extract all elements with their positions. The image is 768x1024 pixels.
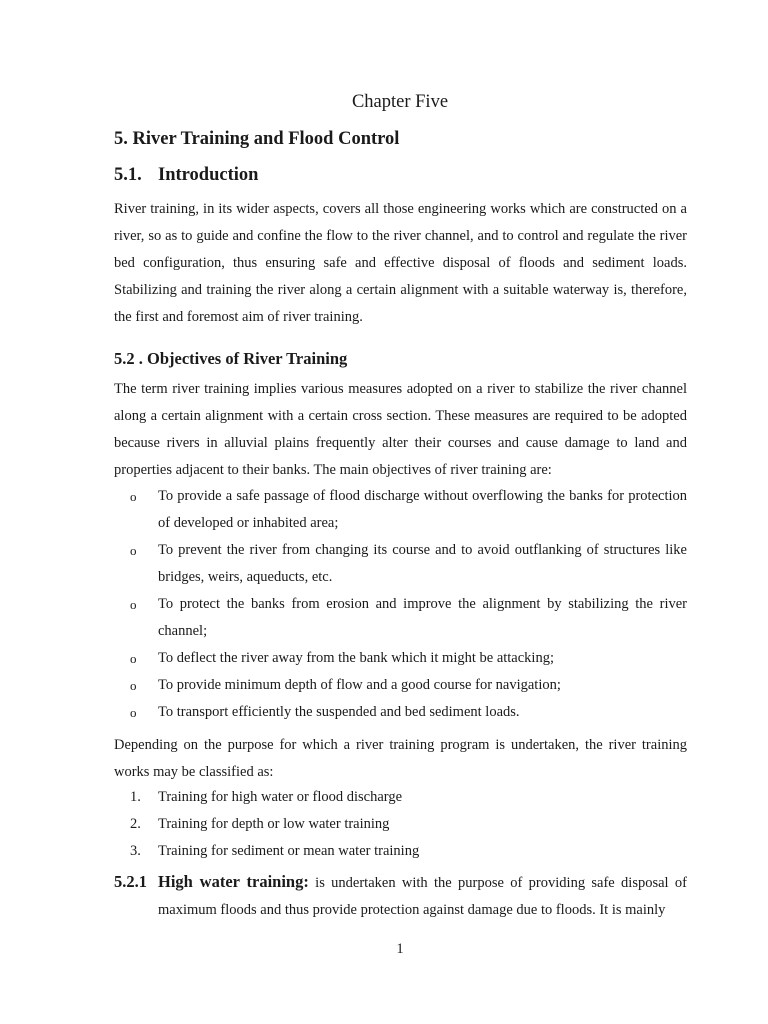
section-heading-introduction <box>114 165 258 186</box>
list-item-text: To deflect the river away from the bank which it might be attacking; <box>158 650 554 666</box>
list-item <box>114 645 687 672</box>
list-item-text: To provide minimum depth of flow and a good course for navigation; <box>158 677 561 693</box>
bullet-marker: o <box>130 489 137 504</box>
chapter-title: Chapter Five <box>351 92 449 112</box>
list-item-text: Training for high water or flood discharge <box>158 789 403 805</box>
list-number: 2. <box>130 816 141 832</box>
bullet-marker: o <box>130 651 137 666</box>
section-title: Introduction <box>158 165 259 185</box>
list-item <box>114 811 687 838</box>
list-item-text: To transport efficiently the suspended and bed sediment loads. <box>158 704 520 720</box>
bullet-marker: o <box>130 705 137 720</box>
bullet-marker: o <box>130 597 137 612</box>
subsection-text: is undertaken with the purpose of providing safe disposal of maximum floods and thus provide protection against damage due to floods. It is mainly <box>158 875 687 918</box>
list-item <box>114 591 687 645</box>
bullet-marker: o <box>130 678 137 693</box>
list-number: 1. <box>130 789 141 805</box>
subsection-body <box>114 868 687 924</box>
subsection-number: 5.2.1 <box>114 872 147 891</box>
list-item <box>114 483 687 537</box>
subsection-high-water-training <box>114 868 687 924</box>
objectives-paragraph: The term river training implies various measures adopted on a river to stabilize the river channel along a certain alignment with a certain cross section. These measures are required to be adopted because rivers in alluvial plains frequently alter their courses and cause damage to land and properties adjacent to their banks. The main objectives of river training are: <box>114 381 687 478</box>
section-heading-objectives: 5.2 . Objectives of River Training <box>114 349 348 368</box>
list-item-text: To protect the banks from erosion and improve the alignment by stabilizing the river channel; <box>158 596 687 639</box>
subsection-term: High water training: <box>158 872 309 891</box>
intro-paragraph: River training, in its wider aspects, covers all those engineering works which are constructed on a river, so as to guide and confine the flow to the river channel, and to control and regulate the river bed configuration, thus ensuring safe and effective disposal of floods and sediment loads. Stabilizing and training the river along a certain alignment with a suitable waterway is, therefore, the first and foremost aim of river training. <box>114 201 687 325</box>
list-item <box>114 699 687 726</box>
list-number: 3. <box>130 843 141 859</box>
list-item <box>114 784 687 811</box>
list-item <box>114 537 687 591</box>
main-heading: 5. River Training and Flood Control <box>114 129 400 149</box>
classification-list <box>114 784 687 865</box>
list-item-text: Training for depth or low water training <box>158 816 390 832</box>
objectives-list <box>114 483 687 726</box>
section-number: 5.1. <box>114 165 142 185</box>
list-item-text: Training for sediment or mean water training <box>158 843 420 859</box>
list-item-text: To prevent the river from changing its course and to avoid outflanking of structures like bridges, weirs, aqueducts, etc. <box>158 542 687 585</box>
bullet-marker: o <box>130 543 137 558</box>
list-item-text: To provide a safe passage of flood discharge without overflowing the banks for protection of developed or inhabited area; <box>158 488 687 531</box>
list-item <box>114 672 687 699</box>
classification-paragraph: Depending on the purpose for which a river training program is undertaken, the river training works may be classified as: <box>114 737 687 780</box>
page-number: 1 <box>396 941 404 957</box>
list-item <box>114 838 687 865</box>
